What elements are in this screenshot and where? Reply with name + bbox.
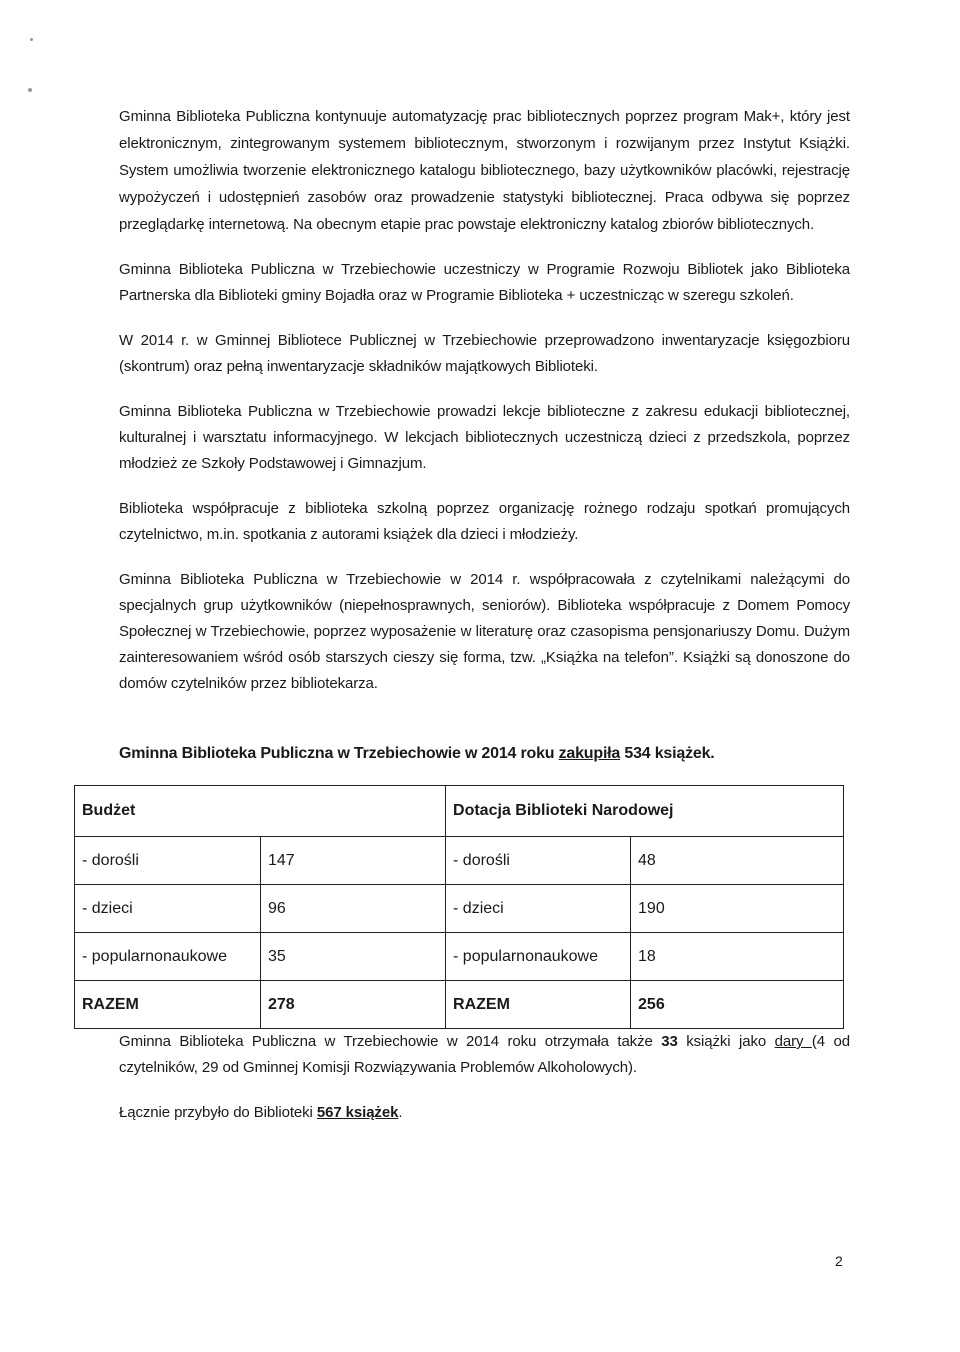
- paragraph-special-groups: Gminna Biblioteka Publiczna w Trzebiechowie w 2014 r. współpracowała z czytelnikami należącymi do specjalnych grup użytkowników (niepełnosprawnych, seniorów). Biblioteka współpracuje z Domem Pomocy Społecznej w Trzebiechowie, poprzez wyposażenie w literaturę oraz czasopisma pensjonariuszy Domu. Dużym zainteresowaniem wśród osób starszych cieszy się forma, tzw. „Książka na telefon”. Książki są donoszone do domów czytelników przez bibliotekarza.: [119, 571, 850, 692]
- table-row: [75, 885, 844, 933]
- row-label: - dorośli: [75, 837, 261, 885]
- paragraph-cooperation: Biblioteka współpracuje z biblioteka szkolną poprzez organizację rożnego rodzaju spotkań promujących czytelnictwo, m.in. spotkania z autorami książek dla dzieci i młodzieży.: [119, 500, 850, 543]
- table-row: [75, 837, 844, 885]
- purchase-summary-heading: [119, 745, 850, 763]
- gifts-underlined-word: dary: [774, 1033, 812, 1050]
- row-value: 96: [261, 885, 446, 933]
- scan-speck: [30, 38, 33, 41]
- total-label: RAZEM: [446, 981, 631, 1029]
- row-label: - dorośli: [446, 837, 631, 885]
- summary-text-after: 534 książek.: [620, 745, 715, 762]
- paragraph-inventory: W 2014 r. w Gminnej Bibliotece Publicznej w Trzebiechowie przeprowadzono inwentaryzacje księgozbioru (skontrum) oraz pełną inwentaryzacje składników majątkowych Biblioteki.: [119, 332, 850, 375]
- row-value: 48: [631, 837, 844, 885]
- scan-speck: [28, 88, 32, 92]
- total-value: 256: [631, 981, 844, 1029]
- row-label: - dzieci: [446, 885, 631, 933]
- row-label: - dzieci: [75, 885, 261, 933]
- gifts-text-before: Gminna Biblioteka Publiczna w Trzebiechowie w 2014 roku otrzymała także: [119, 1033, 662, 1050]
- document-body: [82, 103, 850, 1145]
- row-value: 35: [261, 933, 446, 981]
- summary-underlined-word: zakupiła: [558, 745, 621, 762]
- row-value: 147: [261, 837, 446, 885]
- paragraph-automation: Gminna Biblioteka Publiczna kontynuuje automatyzację prac bibliotecznych poprzez program Mak+, który jest elektronicznym, zintegrowanym systemem bibliotecznym, stworzonym i rozwijanym przez Instytut Książki. System umożliwia tworzenie elektronicznego katalogu bibliotecznego, bazy użytkowników placówki, rejestrację wypożyczeń i udostępnień zasobów oraz prowadzenie statystyki bibliotecznej. Praca odbywa się poprzez przeglądarkę internetową. Na obecnym etapie prac powstaje elektroniczny katalog zbiorów bibliotecznych.: [119, 108, 850, 233]
- paragraph-gifts: [119, 1029, 850, 1081]
- total-label: RAZEM: [75, 981, 261, 1029]
- row-value: 190: [631, 885, 844, 933]
- row-label: - popularnonaukowe: [446, 933, 631, 981]
- row-value: 18: [631, 933, 844, 981]
- gifts-count: 33: [661, 1033, 678, 1050]
- summary-text-before: Gminna Biblioteka Publiczna w Trzebiechowie w 2014 roku: [119, 745, 559, 762]
- acquisition-table: [74, 785, 844, 1029]
- total-text-after: .: [398, 1104, 403, 1121]
- national-library-grant-header: Dotacja Biblioteki Narodowej: [446, 786, 844, 837]
- total-text-before: Łącznie przybyło do Biblioteki: [119, 1104, 317, 1121]
- row-label: - popularnonaukowe: [75, 933, 261, 981]
- table-header-row: [75, 786, 844, 837]
- table-row: [75, 933, 844, 981]
- gifts-text-middle: książki jako: [677, 1033, 775, 1050]
- gifts-text-after: (4 od czytelników, 29 od Gminnej Komisji Rozwiązywania Problemów Alkoholowych).: [119, 1033, 850, 1076]
- paragraph-programs: Gminna Biblioteka Publiczna w Trzebiechowie uczestniczy w Programie Rozwoju Bibliotek jako Biblioteka Partnerska dla Biblioteki gminy Bojadła oraz w Programie Biblioteka + uczestnicząc w szeregu szkoleń.: [119, 261, 850, 304]
- total-books: 567 książek: [316, 1104, 399, 1121]
- table-total-row: [75, 981, 844, 1029]
- paragraph-lessons: Gminna Biblioteka Publiczna w Trzebiechowie prowadzi lekcje biblioteczne z zakresu edukacji bibliotecznej, kulturalnej i warsztatu informacyjnego. W lekcjach bibliotecznych uczestniczą dzieci z przedszkola, poprzez młodzież ze Szkoły Podstawowej i Gimnazjum.: [119, 403, 850, 472]
- budget-header: Budżet: [75, 786, 446, 837]
- total-value: 278: [261, 981, 446, 1029]
- paragraph-total: [119, 1100, 850, 1126]
- page-number: 2: [835, 1253, 843, 1269]
